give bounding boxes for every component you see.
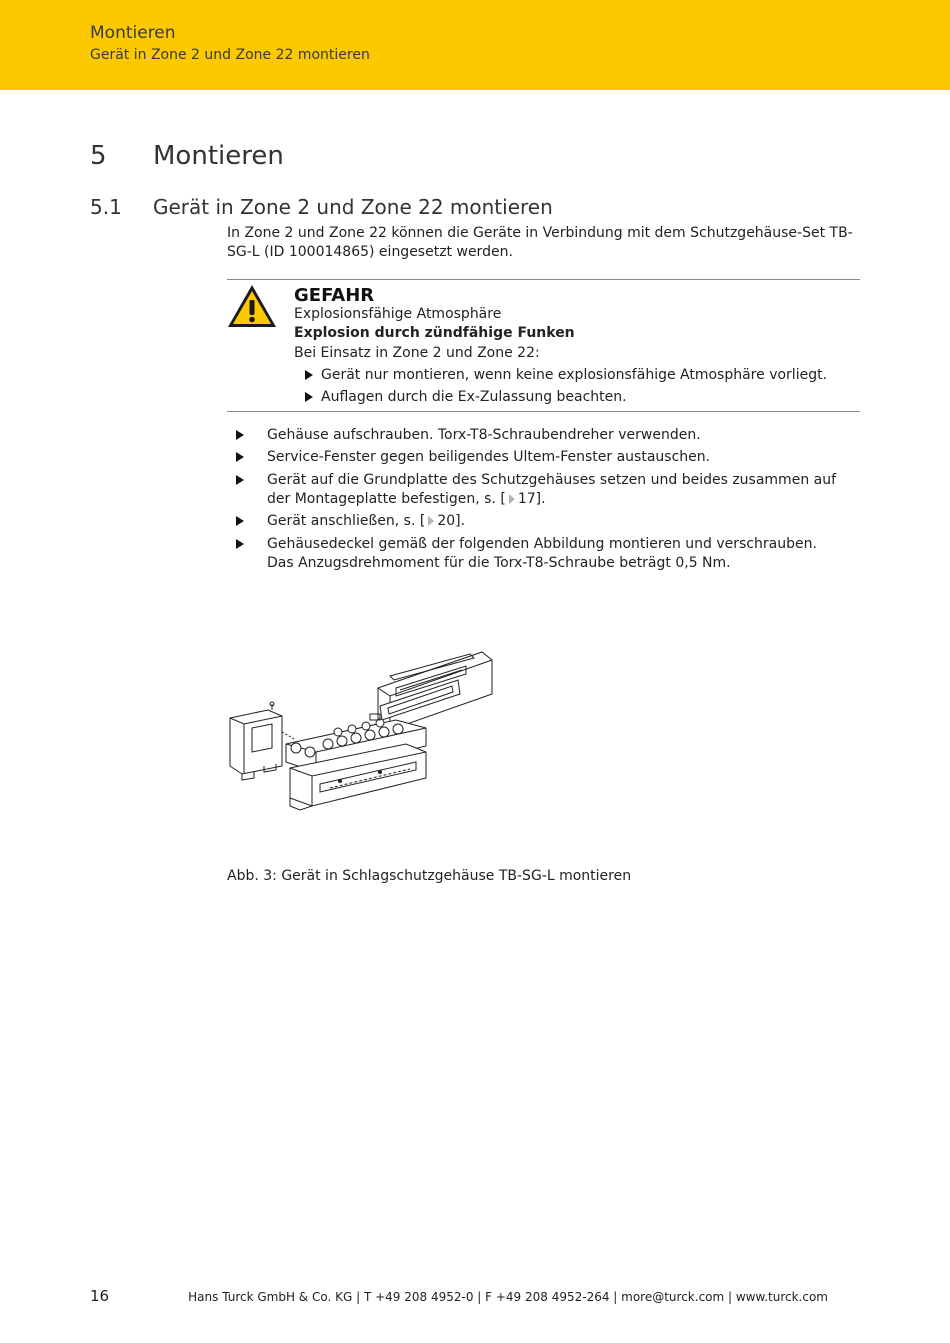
intro-paragraph: In Zone 2 und Zone 22 können die Geräte in Verbindung mit dem Schutzgehäuse-Set TB-SG-L (ID 100014865) eingesetzt werden. <box>227 225 853 260</box>
bullet-arrow-icon <box>236 539 244 549</box>
warning-step: Gerät nur montieren, wenn keine explosionsfähige Atmosphäre vorliegt. <box>321 367 828 383</box>
chapter-number: 5 <box>90 141 107 171</box>
step-item: Service-Fenster gegen beiligendes Ultem-Fenster austauschen. <box>267 449 711 465</box>
bullet-arrow-icon <box>305 370 313 380</box>
bullet-arrow-icon <box>236 475 244 485</box>
chapter-title: Montieren <box>153 141 284 171</box>
bullet-arrow-icon <box>305 392 313 402</box>
figure-caption: Abb. 3: Gerät in Schlagschutzgehäuse TB-SG-L montieren <box>227 868 632 884</box>
footer-contact-info: Hans Turck GmbH & Co. KG | T +49 208 4952-0 | F +49 208 4952-264 | more@turck.com | www.turck.com <box>188 1290 828 1304</box>
header-section-title: Gerät in Zone 2 und Zone 22 montieren <box>90 47 370 63</box>
warning-top-rule <box>227 279 860 280</box>
bullet-arrow-icon <box>236 452 244 462</box>
warning-consequence: Explosion durch zündfähige Funken <box>294 325 575 341</box>
section-title: Gerät in Zone 2 und Zone 22 montieren <box>153 195 553 219</box>
housing-assembly-drawing <box>220 648 500 818</box>
warning-signal-word: GEFAHR <box>294 285 375 306</box>
warning-condition: Bei Einsatz in Zone 2 und Zone 22: <box>294 345 540 361</box>
section-number: 5.1 <box>90 195 122 219</box>
warning-bottom-rule <box>227 411 860 412</box>
warning-hazard: Explosionsfähige Atmosphäre <box>294 306 502 322</box>
page-reference[interactable]: 17 <box>517 491 536 507</box>
page-reference-icon <box>428 516 434 526</box>
step-item: Gerät auf die Grundplatte des Schutzgehäuses setzen und beides zusammen auf der Montageplatte befestigen, s. [ 17]. <box>267 472 837 507</box>
step-item: Gehäusedeckel gemäß der folgenden Abbildung montieren und verschrauben. Das Anzugsdrehmoment für die Torx-T8-Schraube beträgt 0,5 Nm. <box>267 536 817 571</box>
page-reference[interactable]: 20 <box>437 513 456 529</box>
page-reference-icon <box>509 494 515 504</box>
warning-step: Auflagen durch die Ex-Zulassung beachten. <box>321 389 627 405</box>
step-item: Gerät anschließen, s. [ 20]. <box>267 513 466 529</box>
bullet-arrow-icon <box>236 516 244 526</box>
warning-triangle-icon <box>226 283 278 329</box>
header-band <box>0 0 950 90</box>
header-chapter-title: Montieren <box>90 23 176 43</box>
bullet-arrow-icon <box>236 430 244 440</box>
page-number: 16 <box>90 1287 110 1305</box>
step-item: Gehäuse aufschrauben. Torx-T8-Schraubendreher verwenden. <box>267 427 701 443</box>
